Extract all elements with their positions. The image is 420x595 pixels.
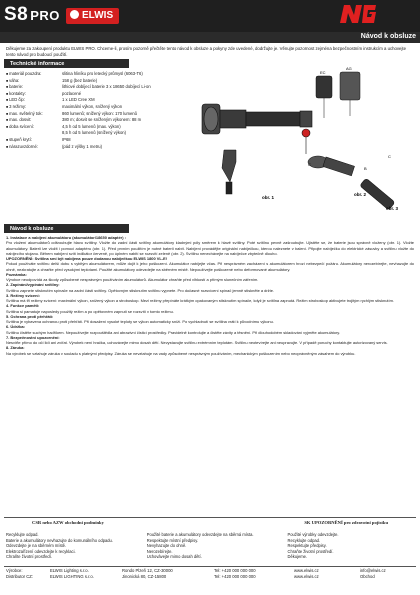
recycling-line: Baterie a akumulátory nevhazujte do komunálního odpadu. bbox=[6, 537, 113, 543]
footer-cell: Rondo Plzeň 12, CZ-30000 bbox=[122, 568, 173, 573]
spec-row bbox=[6, 111, 186, 118]
recycling-line: Recyklujte odpad. bbox=[6, 532, 39, 537]
footer-cell: www.elwis.cz bbox=[294, 568, 319, 573]
spec-row bbox=[6, 84, 186, 91]
flashlight-figures bbox=[196, 58, 416, 214]
spec-key: ■ kontakty: bbox=[6, 91, 62, 98]
section-heading: Poznámka: bbox=[6, 271, 27, 277]
section-text: Výrobce neodpovídá za škody způsobené nesprávným používáním akumulátorů. Akumulátor chraňte před vlhkostí a přímým slunečním zářením. bbox=[6, 277, 259, 282]
spec-key: ■ 3 režimy: bbox=[6, 104, 62, 111]
footer-cell: Jinonická 80, CZ-15800 bbox=[122, 574, 167, 580]
label-c2: C bbox=[388, 154, 391, 159]
label-ag: AG bbox=[346, 66, 352, 71]
section-heading: 7. Bezpečnostní upozornění: bbox=[6, 334, 60, 340]
section-heading: 5. Ochrana proti přehřátí: bbox=[6, 313, 54, 319]
spec-value: 8,5 h od 5 lumenů (snížený výkon) bbox=[62, 130, 127, 136]
spec-row bbox=[6, 130, 186, 137]
footer-cell: www.elwis.cz bbox=[294, 574, 319, 580]
spec-row bbox=[6, 91, 186, 98]
recycling-columns bbox=[6, 532, 414, 560]
spec-row bbox=[6, 97, 186, 104]
spec-value: pozlacené bbox=[62, 90, 82, 96]
recycling-line: Recyklujte odpad. bbox=[287, 537, 321, 543]
recycling-headings bbox=[4, 519, 416, 529]
section-text: Svítilna má tři režimy svícení: maximální výkon, snížený výkon a stroboskop. Mezi režimy přepínáte krátkým opakovaným stisknutím spínače, když je svítilna zapnutá. Režim stroboskop aktivujete trojitým rychlým stisknutím. bbox=[6, 298, 394, 303]
recycling-line: Respektujte předpisy. bbox=[287, 543, 327, 549]
section-heading: 3. Režimy svícení: bbox=[6, 292, 40, 298]
recycling-line: Elektrozařízení odevzdejte k recyklaci. bbox=[6, 548, 76, 554]
footer-cell: Tel: +420 000 000 000 bbox=[214, 568, 256, 573]
recycling-line: Použité baterie a akumulátory odevzdejte na sběrná místa. bbox=[146, 532, 254, 537]
spec-list bbox=[6, 71, 186, 150]
footer bbox=[6, 568, 414, 580]
ng-logo bbox=[338, 3, 378, 25]
recycling-line: Chraňte životní prostředí. bbox=[6, 554, 52, 560]
label-obr3: obr. 3 bbox=[386, 206, 399, 211]
label-obr2: obr. 2 bbox=[354, 192, 367, 197]
recycling-line: Odevzdejte je na sběrném místě. bbox=[6, 543, 67, 549]
header-bar bbox=[0, 0, 420, 32]
section-text: Nesviťte přímo do očí lidí ani zvířat. Výrobek není hračka, uchovávejte mimo dosah dětí. Nevystavujte svítilnu extrémním teplotám. Svítilnu neotevírejte ani neupravujte. V případě poruchy kontaktujte autorizovaný servis. bbox=[6, 340, 388, 345]
divider bbox=[4, 517, 416, 518]
tech-heading: Technické informace bbox=[4, 59, 129, 68]
footer-row bbox=[6, 574, 414, 580]
recycling-line: Nevyhazujte do ohně. bbox=[146, 543, 187, 549]
footer-cell: info@elwis.cz bbox=[360, 568, 386, 573]
spec-row bbox=[6, 78, 186, 85]
footer-cell: Tel: +420 000 000 000 bbox=[214, 574, 256, 580]
section-heading: 1. Instalace a nabíjení akumulátoru (akumulátor/18650 adaptér) : bbox=[6, 235, 126, 240]
intro-text: Děkujeme za zakoupení produktu ELWIS PRO. Chceme-li, prosím pozorně přečtěte tento návod k obsluze a pokyny zde uvedené, dodržujte je. Věnujte pozornost zejména bezpečnostním instrukcím a uchovejte tento návod pro budoucí použití. bbox=[6, 46, 406, 57]
spec-value: maximální výkon, snížený výkon bbox=[62, 103, 123, 109]
divider-footer bbox=[4, 566, 416, 567]
page-title: Návod k obsluze bbox=[360, 33, 416, 40]
spec-value: 380 m; dosvit se sníženým výkonem: 88 m bbox=[62, 117, 142, 123]
spec-key: ■ max. dosvit: bbox=[6, 117, 62, 124]
recycling-line: Respektujte místní předpisy. bbox=[146, 537, 199, 543]
footer-cell: Výrobce: bbox=[6, 568, 23, 573]
recycling-left: CSR nebo AZW obchodní podmínky bbox=[32, 520, 104, 525]
spec-row bbox=[6, 117, 186, 124]
spec-row bbox=[6, 137, 186, 144]
charger-illustration bbox=[222, 72, 360, 194]
label-c: C bbox=[308, 162, 311, 167]
label-b: B bbox=[364, 166, 367, 171]
label-obr1: obr. 1 bbox=[262, 195, 275, 200]
section-heading: 6. Údržba: bbox=[6, 324, 26, 330]
section-text: Svítilnu zapnete stisknutím spínače na zadní části svítilny. Opětovným stisknutím svítilnu vypnete. Pro dočasné rozsvícení spínač jemně stiskněte a držte. bbox=[6, 287, 275, 293]
spec-value: 4,5 h od 5 lumenů (max. výkon) bbox=[62, 123, 121, 129]
recycling-right: SK UPOZORNĚNÍ pro zdravotní pojistku bbox=[304, 520, 388, 525]
spec-row bbox=[6, 144, 186, 151]
section-text: Pokud používáte svítilnu delší dobu s vybitým akumulátorem, může dojít k jeho poškození. Akumulátor nabíjejte včas. Při nesprávném zacházení s akumulátorem hrozí nebezpečí požáru. Akumulátory nerozebírejte, nevhazujte do ohně, nezkratujte a chraňte před vysokými teplotami. Použité akumulátory odevzdejte na sběrném místě. Nepoužívejte poškozené nebo deformované akumulátory. bbox=[6, 261, 414, 272]
recycling-line: Děkujeme. bbox=[287, 554, 308, 560]
spec-value: 1 x LED Cree XM bbox=[62, 97, 95, 103]
spec-key: ■ LED čip: bbox=[6, 97, 62, 104]
recycling-line: Chraňte životní prostředí. bbox=[287, 548, 334, 554]
spec-key: ■ nárazuvzdorné: bbox=[6, 144, 62, 151]
section-text: Pro vložení akumulátorů odšroubujte hlavu svítilny. Vložte do zadní části svítilny akumulátory kladnými póly směrem k hlavě svítilny. Poté svítilnu pevně zašroubujte. Ujistěte se, že baterie jsou správně vloženy (obr. 1). Vložte akumulátory. Baterii lze vložit i pomocí adaptéru (obr. 1). Před prvním použitím je nutné baterii nabít. Nabíjení provádějte originální nabíječkou, kterou naleznete v balení. Připojte nabíječku do elektrické zásuvky a svítilnu vložte do nabíjecího stojanu. Během nabíjení svítí indikátor červeně, po úplném nabití se rozsvítí zeleně (obr. 2). Svítilnu nenechávejte na nabíječce zbytečně dlouho. bbox=[6, 240, 414, 256]
section-text: Na výrobek se vztahuje záruka v souladu s platnými předpisy. Záruka se nevztahuje na vady způsobené nesprávným používáním, mechanickým poškozením nebo neoprávněným zásahem do výrobku. bbox=[6, 350, 356, 356]
recycling-col-2 bbox=[147, 532, 273, 560]
spec-value: 158 g (bez baterie) bbox=[62, 77, 98, 83]
instructions-body bbox=[6, 235, 414, 356]
spec-value: IP68 bbox=[62, 136, 71, 142]
brand-logo: S8 PRO bbox=[4, 4, 60, 25]
spec-key: ■ doba svícení: bbox=[6, 124, 62, 131]
guide-heading: Návod k obsluze bbox=[4, 224, 129, 233]
recycling-line: Uchovávejte mimo dosah dětí. bbox=[146, 554, 202, 560]
footer-cell: ELWIS Lighting s.r.o. bbox=[50, 568, 89, 573]
footer-cell: ELWIS LIGHTING s.r.o. bbox=[50, 574, 94, 580]
section-text: Svítilna je vybavena ochranou proti přehřátí. Při dosažení vysoké teploty se výkon automaticky sníží. Po vychladnutí se svítilna vrátí k původnímu výkonu. bbox=[6, 319, 274, 324]
recycling-line: Použité výrobky odevzdejte. bbox=[287, 532, 339, 537]
section-text: Svítilnu čistěte suchým hadříkem. Nepoužívejte rozpouštědla ani abrazivní čisticí prostředky. Pravidelně kontrolujte a čistěte závity a těsnění. Při dlouhodobém skladování vyjměte akumulátory. bbox=[6, 329, 341, 335]
recycling-col-3 bbox=[288, 532, 414, 560]
spec-row bbox=[6, 104, 186, 111]
subheader-bar bbox=[0, 32, 420, 43]
section-heading: 2. Zapínání/vypínání svítilny: bbox=[6, 282, 60, 288]
recycling-line: Nerozebírejte. bbox=[146, 548, 173, 554]
section-heading: UPOZORNĚNÍ: Svítilna smí být nabíjena pouze dodanou nabíječkou ELWIS 1800 VL-E! bbox=[6, 256, 168, 261]
spec-key: ■ váha: bbox=[6, 78, 62, 85]
flashlight-small-illustration bbox=[308, 156, 395, 210]
elwis-logo: ELWIS bbox=[66, 8, 119, 24]
label-ec: EC bbox=[320, 70, 326, 75]
spec-value: (pád z výšky 1 metru) bbox=[62, 143, 103, 149]
spec-key: ■ baterie: bbox=[6, 84, 62, 91]
spec-value: slitina hliníku pro letecký průmysl (6063-T6) bbox=[62, 71, 143, 76]
section-text: Svítilna si pamatuje naposledy použitý režim a po opětovném zapnutí se rozsvítí v tomto režimu. bbox=[6, 308, 174, 314]
spec-key: ■ materiál pouzdra: bbox=[6, 71, 62, 78]
spec-value: 860 lumenů; snížený výkon: 170 lumenů bbox=[62, 110, 137, 116]
spec-value: lithiové dobíjecí baterie 3 x 18650 dobíjecí Li-on bbox=[62, 84, 151, 90]
footer-cell: Obchod bbox=[360, 574, 375, 580]
spec-key: ■ stupeň krytí: bbox=[6, 137, 62, 144]
footer-cell: Distributor CZ: bbox=[6, 574, 33, 580]
spec-row bbox=[6, 71, 186, 78]
recycling-col-1 bbox=[6, 532, 132, 560]
section-heading: 4. Funkce paměti: bbox=[6, 303, 40, 309]
spec-row bbox=[6, 124, 186, 131]
section-heading: 8. Záruka: bbox=[6, 345, 25, 351]
spec-key: ■ max. světelný tok: bbox=[6, 111, 62, 118]
flashlight-illustration bbox=[202, 104, 312, 154]
